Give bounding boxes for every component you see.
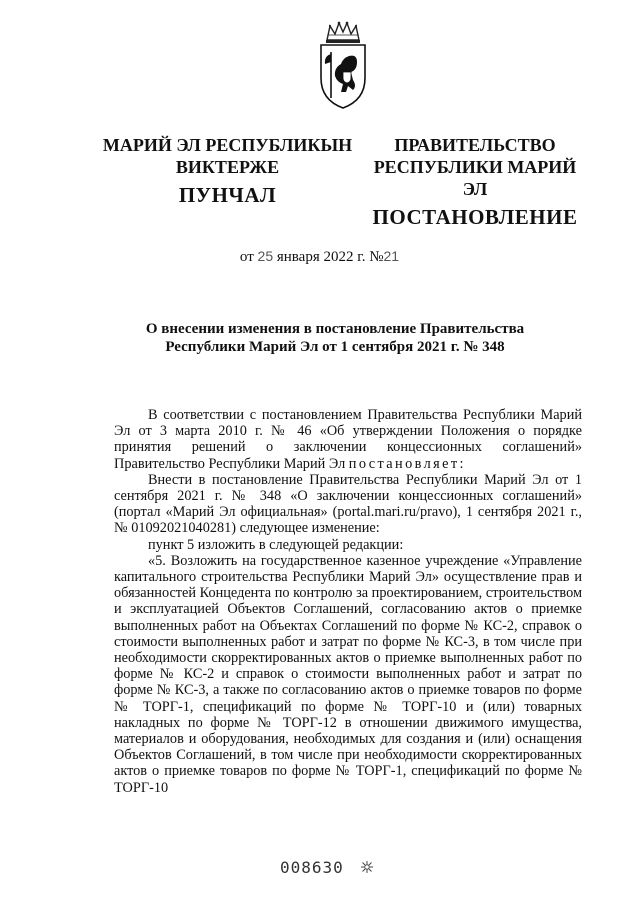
title-line2: Республики Марий Эл от 1 сентября 2021 г. № 348 [165, 339, 505, 355]
page-serial-number [280, 858, 374, 877]
document-title [140, 320, 530, 356]
date-day: 25 [257, 248, 274, 264]
body-paragraph-2: Внести в постановление Правительства Республики Марий Эл от 1 сентября 2021 г. № 348 «О заключении концессионных соглашений» (портал «Марий Эл официальная» (portal.mari.ru/pravo), 1 сентября 2021 г., № 01092021040281) следующее изменение: [114, 471, 582, 537]
body-paragraph-1 [114, 407, 582, 472]
title-line1: О внесении изменения в постановление Правительства [145, 321, 525, 337]
header-mari-line1: МАРИЙ ЭЛ РЕСПУБЛИКЫН [102, 135, 353, 155]
header-russian-line1: ПРАВИТЕЛЬСТВО [394, 135, 556, 155]
body-paragraph-3: пункт 5 изложить в следующей редакции: [148, 536, 404, 553]
body-paragraph-1-decree-word: постановляет: [348, 455, 466, 472]
document-number: 21 [383, 248, 400, 264]
date-prefix: от [239, 249, 254, 265]
date-month-year: января 2022 г. № [276, 249, 384, 265]
page-serial-number-text: 008630 [280, 858, 344, 877]
document-body [114, 407, 582, 796]
document-date-line [0, 248, 639, 266]
header-russian-block [362, 134, 588, 228]
header-russian-line2: РЕСПУБЛИКИ МАРИЙ ЭЛ [373, 157, 577, 199]
header-russian-doc-type: ПОСТАНОВЛЕНИЕ [372, 205, 578, 229]
coat-of-arms-emblem [313, 20, 373, 110]
header-mari-block [100, 134, 355, 206]
header-mari-line2: ВИКТЕРЖЕ [175, 157, 280, 177]
header-mari-doc-type: ПУНЧАЛ [178, 183, 277, 207]
serial-mark-icon [360, 860, 374, 874]
body-paragraph-4: «5. Возложить на государственное казенное учреждение «Управление капитального строительства Республики Марий Эл» осуществление прав и обязанностей Концедента по контролю за проектированием, строительством и эксплуатацией Объектов Соглашений, согласованию актов о приемке выполненных работ на Объектах Соглашений по форме № КС-2, справок о стоимости выполненных работ и затрат по форме № КС-3, в том числе при необходимости скорректированных актов о приемке выполненных работ по форме № КС-2 и справок о стоимости выполненных работ и затрат по форме № КС-3, а также по согласованию актов о приемке товаров по форме № ТОРГ-1, спецификаций по форме № ТОРГ-10 и (или) товарных накладных по форме № ТОРГ-12 в отношении движимого имущества, материалов и оборудования, необходимых для создания и (или) оснащения Объектов Соглашений, в том числе при необходимости скорректированных актов о приемке товаров по форме № ТОРГ-1, спецификаций по форме № ТОРГ-10 [114, 552, 582, 796]
body-paragraph-1-text: В соответствии с постановлением Правительства Республики Марий Эл от 3 марта 2010 г. № 46 «Об утверждении Положения о порядке принятия решений о заключении концессионных соглашений» Правительство Республики Марий Эл [114, 407, 582, 472]
